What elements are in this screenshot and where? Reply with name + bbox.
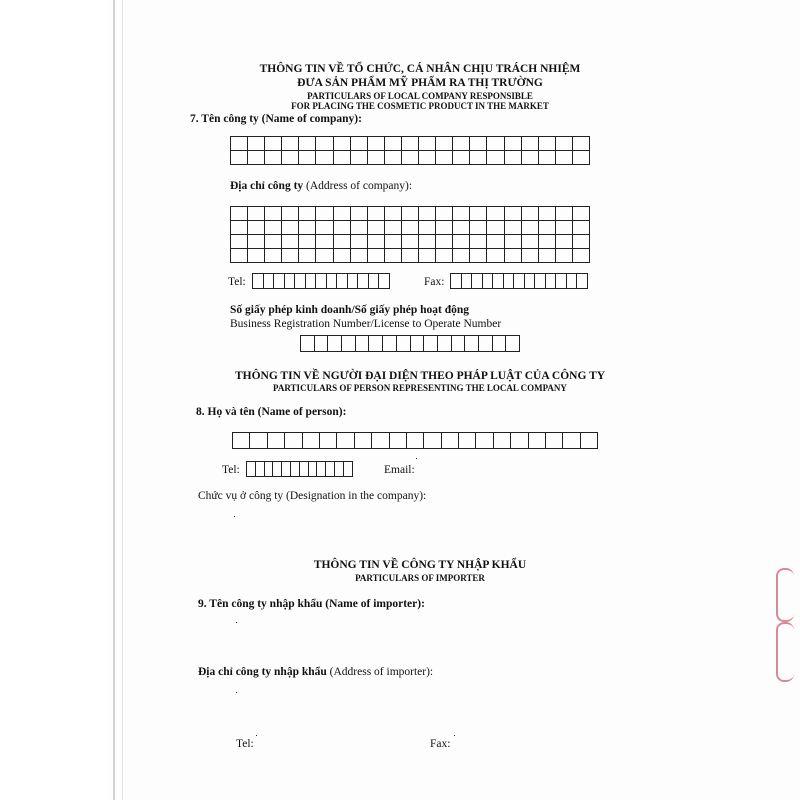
char-box[interactable] (539, 235, 556, 249)
char-box[interactable] (487, 151, 504, 165)
char-box[interactable] (299, 151, 316, 165)
importer-fax-boxes (454, 735, 455, 736)
char-box[interactable] (494, 433, 511, 449)
char-box[interactable] (344, 462, 353, 477)
char-box[interactable] (522, 207, 539, 221)
char-box[interactable] (470, 235, 487, 249)
char-box[interactable] (334, 235, 351, 249)
char-box[interactable] (291, 462, 300, 477)
importer-fax-label: Fax: (430, 738, 451, 750)
company-address-label-bold: Địa chỉ công ty (230, 180, 304, 192)
importer-address-boxes (236, 692, 237, 693)
char-box[interactable] (556, 207, 573, 221)
company-tel-label: Tel: (228, 276, 246, 288)
char-box[interactable] (535, 274, 546, 289)
designation-label: Chức vụ ở công ty (Designation in the company): (198, 490, 427, 502)
char-box[interactable] (264, 274, 275, 289)
box-row (233, 433, 598, 449)
char-box[interactable] (402, 249, 419, 263)
char-box[interactable] (419, 151, 436, 165)
char-box[interactable] (327, 274, 338, 289)
char-box[interactable] (453, 221, 470, 235)
char-box[interactable] (411, 336, 425, 352)
char-box[interactable] (316, 274, 327, 289)
char-box[interactable] (424, 336, 438, 352)
char-box[interactable] (316, 137, 333, 151)
char-box[interactable] (265, 249, 282, 263)
char-box[interactable] (487, 221, 504, 235)
section-title-en-line2: FOR PLACING THE COSMETIC PRODUCT IN THE MARKET (291, 101, 549, 111)
char-box[interactable] (351, 221, 368, 235)
char-box[interactable] (539, 137, 556, 151)
char-box[interactable] (436, 207, 453, 221)
char-box[interactable] (493, 336, 507, 352)
char-box[interactable] (419, 235, 436, 249)
char-box[interactable] (390, 433, 407, 449)
importer-tel-label: Tel: (236, 738, 254, 750)
char-box[interactable] (436, 137, 453, 151)
char-box[interactable] (402, 151, 419, 165)
char-box[interactable] (334, 249, 351, 263)
company-name-boxes (230, 136, 590, 165)
char-box[interactable] (355, 433, 372, 449)
char-box[interactable] (419, 137, 436, 151)
char-box[interactable] (328, 336, 342, 352)
char-box[interactable] (315, 336, 329, 352)
char-box[interactable] (483, 274, 494, 289)
char-box[interactable] (295, 274, 306, 289)
char-box[interactable] (256, 462, 265, 477)
char-box[interactable] (465, 336, 479, 352)
char-box[interactable] (556, 221, 573, 235)
char-box[interactable] (506, 336, 520, 352)
char-box[interactable] (316, 151, 333, 165)
char-box[interactable] (282, 235, 299, 249)
person-email-label: Email: (384, 464, 415, 476)
char-box[interactable] (309, 462, 318, 477)
char-box[interactable] (470, 151, 487, 165)
section-title-vn-line2: ĐƯA SẢN PHẨM MỸ PHẨM RA THỊ TRƯỜNG (297, 77, 543, 89)
importer-address-label (198, 666, 433, 678)
char-box[interactable] (385, 249, 402, 263)
char-box[interactable] (299, 137, 316, 151)
char-box[interactable] (282, 221, 299, 235)
char-box[interactable] (348, 274, 359, 289)
char-box[interactable] (337, 433, 354, 449)
char-box[interactable] (407, 433, 424, 449)
char-box[interactable] (397, 336, 411, 352)
char-box[interactable] (265, 207, 282, 221)
char-box[interactable] (385, 151, 402, 165)
char-box[interactable] (303, 433, 320, 449)
char-box[interactable] (522, 249, 539, 263)
company-fax-label: Fax: (424, 276, 445, 288)
char-box[interactable] (383, 336, 397, 352)
char-box[interactable] (369, 274, 380, 289)
license-label-vn: Số giấy phép kinh doanh/Số giấy phép hoạt động (230, 304, 470, 316)
char-box[interactable] (356, 336, 370, 352)
company-address-label-rest: (Address of company): (303, 180, 413, 192)
char-box[interactable] (385, 137, 402, 151)
char-box[interactable] (285, 274, 296, 289)
char-box[interactable] (459, 433, 476, 449)
box-row (231, 137, 590, 151)
char-box[interactable] (316, 235, 333, 249)
char-box[interactable] (563, 433, 580, 449)
company-tel-boxes (252, 273, 390, 289)
char-box[interactable] (505, 137, 522, 151)
char-box[interactable] (470, 221, 487, 235)
char-box[interactable] (453, 207, 470, 221)
box-row (231, 207, 590, 221)
char-box[interactable] (577, 274, 588, 289)
char-box[interactable] (436, 221, 453, 235)
char-box[interactable] (334, 207, 351, 221)
char-box[interactable] (231, 249, 248, 263)
box-row (253, 274, 390, 289)
importer-section-title-vn: THÔNG TIN VỀ CÔNG TY NHẬP KHẨU (313, 559, 527, 571)
importer-tel-boxes (256, 735, 257, 736)
char-box[interactable] (316, 249, 333, 263)
char-box[interactable] (282, 462, 291, 477)
char-box[interactable] (539, 207, 556, 221)
char-box[interactable] (539, 221, 556, 235)
person-name-label: 8. Họ và tên (Name of person): (196, 406, 347, 418)
char-box[interactable] (487, 235, 504, 249)
box-row (231, 235, 590, 249)
box-row (231, 249, 590, 263)
representative-section-title-vn: THÔNG TIN VỀ NGƯỜI ĐẠI DIỆN THEO PHÁP LUẬT CỦA CÔNG TY (234, 370, 606, 382)
company-name-label: 7. Tên công ty (Name of company): (190, 113, 362, 125)
box-row (301, 336, 520, 352)
char-box[interactable] (316, 207, 333, 221)
char-box[interactable] (493, 274, 504, 289)
char-box[interactable] (351, 235, 368, 249)
designation-boxes (234, 516, 235, 517)
char-box[interactable] (529, 433, 546, 449)
char-box[interactable] (504, 274, 515, 289)
char-box[interactable] (522, 235, 539, 249)
char-box[interactable] (248, 249, 265, 263)
char-box[interactable] (505, 249, 522, 263)
char-box[interactable] (451, 274, 462, 289)
char-box[interactable] (233, 433, 250, 449)
char-box[interactable] (248, 235, 265, 249)
importer-name-boxes (236, 622, 237, 623)
char-box[interactable] (476, 433, 493, 449)
char-box[interactable] (273, 462, 282, 477)
char-box[interactable] (285, 433, 302, 449)
char-box[interactable] (368, 207, 385, 221)
char-box[interactable] (231, 151, 248, 165)
char-box[interactable] (282, 137, 299, 151)
char-box[interactable] (268, 433, 285, 449)
char-box[interactable] (470, 137, 487, 151)
char-box[interactable] (419, 221, 436, 235)
char-box[interactable] (351, 207, 368, 221)
section-title-en-line1: PARTICULARS OF LOCAL COMPANY RESPONSIBLE (307, 91, 533, 101)
char-box[interactable] (556, 274, 567, 289)
char-box[interactable] (265, 151, 282, 165)
char-box[interactable] (299, 235, 316, 249)
char-box[interactable] (385, 235, 402, 249)
char-box[interactable] (368, 137, 385, 151)
char-box[interactable] (369, 336, 383, 352)
company-address-label (230, 180, 412, 192)
char-box[interactable] (299, 221, 316, 235)
char-box[interactable] (522, 151, 539, 165)
char-box[interactable] (342, 336, 356, 352)
company-address-boxes (230, 206, 590, 263)
license-number-boxes (300, 335, 520, 352)
char-box[interactable] (438, 336, 452, 352)
char-box[interactable] (368, 221, 385, 235)
char-box[interactable] (453, 235, 470, 249)
char-box[interactable] (522, 137, 539, 151)
char-box[interactable] (556, 249, 573, 263)
char-box[interactable] (250, 433, 267, 449)
char-box[interactable] (300, 462, 309, 477)
char-box[interactable] (265, 137, 282, 151)
char-box[interactable] (453, 151, 470, 165)
page-fold-line (113, 0, 115, 800)
char-box[interactable] (453, 137, 470, 151)
char-box[interactable] (299, 207, 316, 221)
box-row (247, 462, 353, 477)
char-box[interactable] (511, 433, 528, 449)
box-row (231, 151, 590, 165)
char-box[interactable] (379, 274, 390, 289)
char-box[interactable] (248, 221, 265, 235)
char-box[interactable] (402, 235, 419, 249)
char-box[interactable] (358, 274, 369, 289)
char-box[interactable] (556, 235, 573, 249)
person-name-boxes (232, 432, 598, 449)
char-box[interactable] (334, 137, 351, 151)
char-box[interactable] (265, 221, 282, 235)
char-box[interactable] (505, 235, 522, 249)
char-box[interactable] (573, 137, 590, 151)
char-box[interactable] (505, 151, 522, 165)
page-fold-line-secondary (122, 0, 123, 800)
char-box[interactable] (231, 207, 248, 221)
char-box[interactable] (368, 249, 385, 263)
char-box[interactable] (402, 137, 419, 151)
red-stamp-fragment-lower (776, 622, 794, 682)
char-box[interactable] (573, 207, 590, 221)
char-box[interactable] (317, 462, 326, 477)
char-box[interactable] (470, 207, 487, 221)
char-box[interactable] (573, 151, 590, 165)
importer-address-label-rest: (Address of importer): (326, 666, 434, 678)
char-box[interactable] (282, 249, 299, 263)
char-box[interactable] (337, 274, 348, 289)
company-fax-boxes (450, 273, 588, 289)
person-tel-label: Tel: (222, 464, 240, 476)
char-box[interactable] (556, 137, 573, 151)
char-box[interactable] (368, 151, 385, 165)
char-box[interactable] (462, 274, 473, 289)
char-box[interactable] (231, 221, 248, 235)
char-box[interactable] (320, 433, 337, 449)
char-box[interactable] (522, 221, 539, 235)
representative-section-title-en: PARTICULARS OF PERSON REPRESENTING THE LOCAL COMPANY (273, 383, 567, 393)
char-box[interactable] (282, 151, 299, 165)
char-box[interactable] (505, 221, 522, 235)
license-label-en: Business Registration Number/License to Operate Number (230, 318, 502, 330)
char-box[interactable] (452, 336, 466, 352)
char-box[interactable] (470, 249, 487, 263)
char-box[interactable] (419, 207, 436, 221)
char-box[interactable] (253, 274, 264, 289)
char-box[interactable] (335, 462, 344, 477)
char-box[interactable] (306, 274, 317, 289)
box-row (231, 221, 590, 235)
char-box[interactable] (573, 249, 590, 263)
section-title-vn-line1: THÔNG TIN VỀ TỔ CHỨC, CÁ NHÂN CHỊU TRÁCH NHIỆM (259, 63, 581, 75)
char-box[interactable] (316, 221, 333, 235)
char-box[interactable] (479, 336, 493, 352)
char-box[interactable] (487, 207, 504, 221)
char-box[interactable] (556, 151, 573, 165)
char-box[interactable] (546, 433, 563, 449)
char-box[interactable] (265, 235, 282, 249)
char-box[interactable] (351, 249, 368, 263)
char-box[interactable] (368, 235, 385, 249)
char-box[interactable] (436, 151, 453, 165)
char-box[interactable] (351, 137, 368, 151)
char-box[interactable] (247, 462, 256, 477)
char-box[interactable] (573, 221, 590, 235)
box-row (451, 274, 588, 289)
importer-address-label-bold: Địa chỉ công ty nhập khẩu (198, 666, 327, 678)
char-box[interactable] (539, 249, 556, 263)
char-box[interactable] (442, 433, 459, 449)
char-box[interactable] (573, 235, 590, 249)
char-box[interactable] (385, 207, 402, 221)
char-box[interactable] (248, 207, 265, 221)
char-box[interactable] (487, 137, 504, 151)
char-box[interactable] (539, 151, 556, 165)
char-box[interactable] (487, 249, 504, 263)
char-box[interactable] (436, 235, 453, 249)
char-box[interactable] (453, 249, 470, 263)
char-box[interactable] (351, 151, 368, 165)
importer-name-label: 9. Tên công ty nhập khẩu (Name of importer): (198, 598, 425, 610)
char-box[interactable] (424, 433, 441, 449)
person-email-box (416, 458, 417, 459)
importer-section-title-en: PARTICULARS OF IMPORTER (355, 573, 485, 583)
char-box[interactable] (525, 274, 536, 289)
person-tel-boxes (246, 461, 353, 477)
char-box[interactable] (402, 207, 419, 221)
char-box[interactable] (248, 137, 265, 151)
char-box[interactable] (231, 137, 248, 151)
char-box[interactable] (265, 462, 274, 477)
char-box[interactable] (546, 274, 557, 289)
char-box[interactable] (299, 249, 316, 263)
char-box[interactable] (372, 433, 389, 449)
char-box[interactable] (385, 221, 402, 235)
char-box[interactable] (274, 274, 285, 289)
char-box[interactable] (248, 151, 265, 165)
char-box[interactable] (436, 249, 453, 263)
char-box[interactable] (514, 274, 525, 289)
char-box[interactable] (334, 221, 351, 235)
char-box[interactable] (326, 462, 335, 477)
char-box[interactable] (231, 235, 248, 249)
char-box[interactable] (282, 207, 299, 221)
char-box[interactable] (301, 336, 315, 352)
char-box[interactable] (472, 274, 483, 289)
char-box[interactable] (402, 221, 419, 235)
red-stamp-fragment (776, 568, 794, 622)
char-box[interactable] (567, 274, 578, 289)
char-box[interactable] (505, 207, 522, 221)
char-box[interactable] (419, 249, 436, 263)
char-box[interactable] (581, 433, 598, 449)
char-box[interactable] (334, 151, 351, 165)
